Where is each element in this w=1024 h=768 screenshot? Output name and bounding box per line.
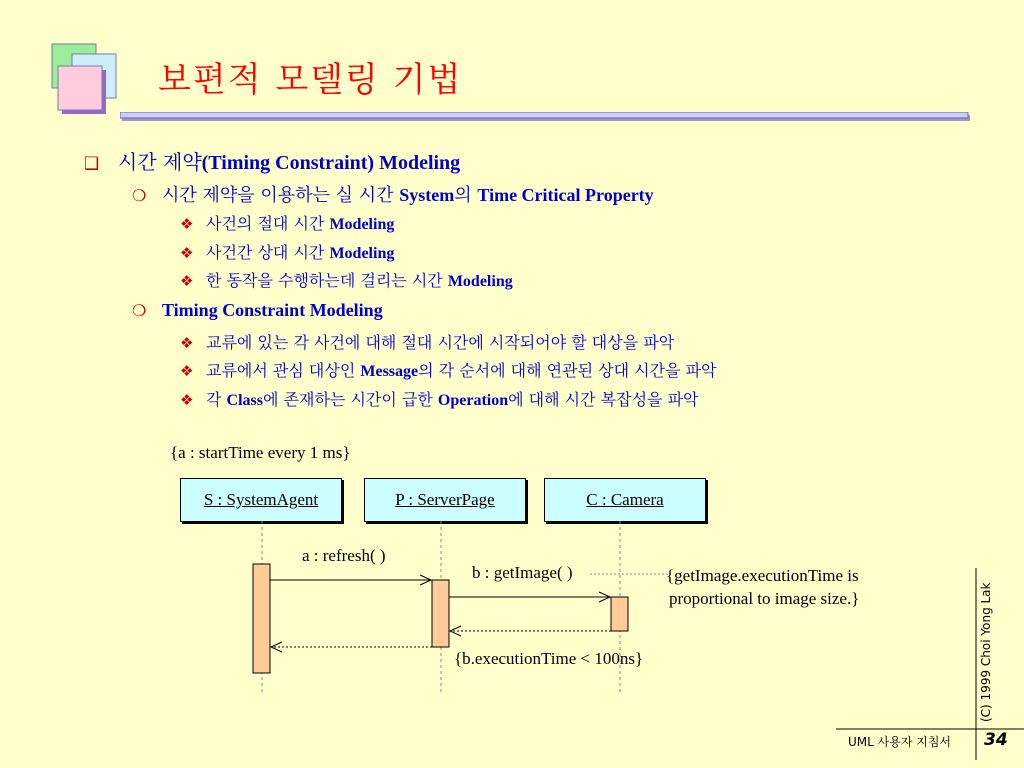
- object-server-page: P : ServerPage: [364, 478, 526, 522]
- diamond-bullet-icon: ❖: [180, 272, 194, 290]
- outline-item: ❑ 시간 제약(Timing Constraint) Modeling: [84, 150, 461, 174]
- circle-bullet-icon: ❍: [132, 301, 147, 320]
- diamond-bullet-icon: ❖: [180, 391, 194, 409]
- return-time-constraint: {b.executionTime < 100ns}: [454, 649, 644, 668]
- page-number: 34: [984, 730, 1008, 750]
- outline-item: ❖ 교류에서 관심 대상인 Message의 각 순서에 대해 연관된 상대 시간을 파악: [180, 361, 717, 380]
- outline-item: ❖ 교류에 있는 각 사건에 대해 절대 시간에 시작되어야 할 대상을 파악: [180, 333, 675, 352]
- checkbox-bullet-icon: ❑: [84, 154, 100, 174]
- diamond-bullet-icon: ❖: [180, 215, 194, 233]
- outline-item: ❖ 사건간 상대 시간 Modeling: [180, 243, 395, 262]
- start-time-constraint: {a : startTime every 1 ms}: [170, 443, 351, 462]
- diamond-bullet-icon: ❖: [180, 334, 194, 352]
- outline-item: ❖ 각 Class에 존재하는 시간이 급한 Operation에 대해 시간 복잡성을 파악: [180, 390, 699, 409]
- message-a-label: a : refresh( ): [302, 546, 386, 565]
- outline-item: ❍ Timing Constraint Modeling: [132, 300, 383, 320]
- diamond-bullet-icon: ❖: [180, 362, 194, 380]
- execution-time-constraint-line1: {getImage.executionTime is: [666, 566, 859, 585]
- diamond-bullet-icon: ❖: [180, 244, 194, 262]
- message-b-label: b : getImage( ): [472, 563, 573, 582]
- object-system-agent: S : SystemAgent: [180, 478, 342, 522]
- outline-item: ❖ 한 동작을 수행하는데 걸리는 시간 Modeling: [180, 271, 513, 290]
- slide-title: 보편적 모델링 기법: [158, 60, 463, 100]
- object-camera: C : Camera: [544, 478, 706, 522]
- outline-item: ❍ 시간 제약을 이용하는 실 시간 System의 Time Critical Property: [132, 185, 654, 206]
- copyright-text: (C) 1999 Choi Yong Lak: [979, 582, 993, 722]
- footer-title: UML 사용자 지침서: [848, 735, 952, 749]
- circle-bullet-icon: ❍: [132, 186, 147, 205]
- execution-time-constraint-line2: proportional to image size.}: [669, 589, 860, 608]
- outline-item: ❖ 사건의 절대 시간 Modeling: [180, 214, 395, 233]
